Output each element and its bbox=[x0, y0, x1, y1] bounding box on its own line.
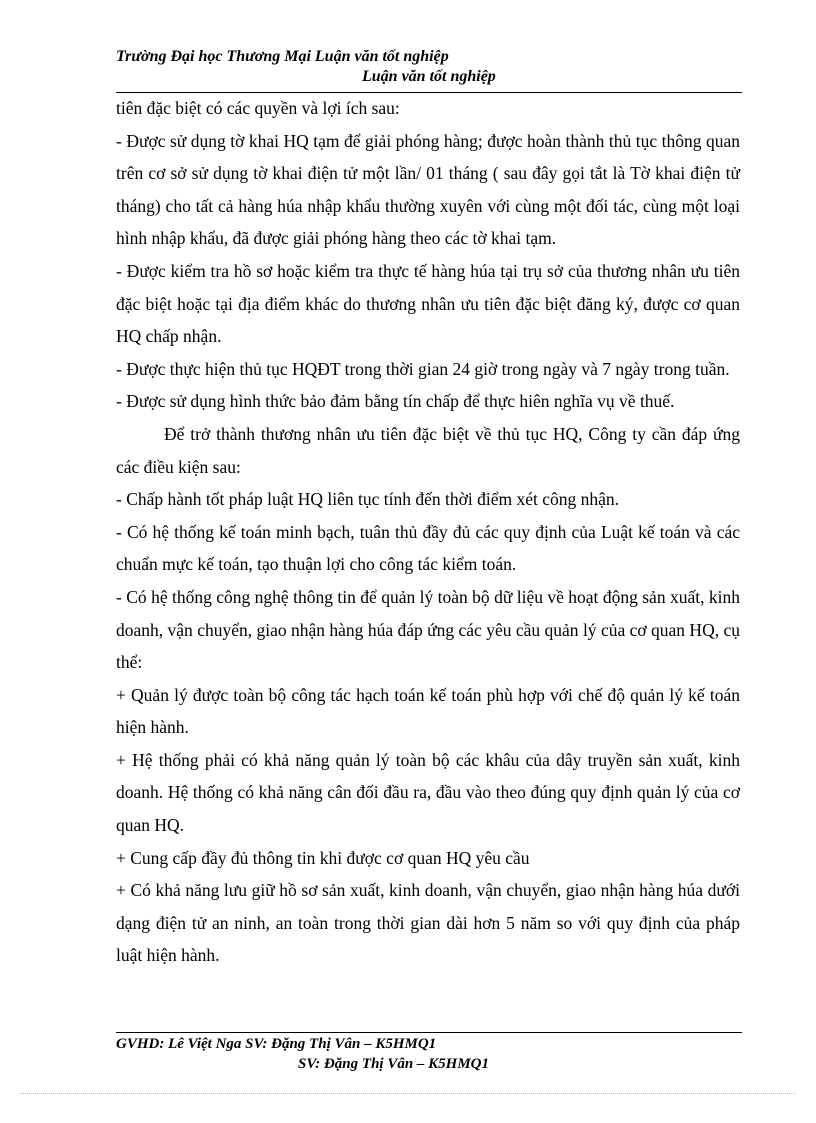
document-body bbox=[116, 92, 740, 972]
footer-advisor-student: GVHD: Lê Việt Nga SV: Đặng Thị Vân – K5HMQ1 bbox=[116, 1036, 437, 1052]
paragraph-sub-accounting: + Quản lý được toàn bộ công tác hạch toán kế toán phù hợp với chế độ quản lý kế toán hiện hành. bbox=[116, 684, 740, 738]
paragraph-intro: tiên đặc biệt có các quyền và lợi ích sau: bbox=[116, 98, 400, 118]
paragraph-condition-accounting: - Có hệ thống kế toán minh bạch, tuân thủ đầy đủ các quy định của Luật kế toán và các chuẩn mực kế toán, tạo thuận lợi cho công tác kiểm toán. bbox=[116, 521, 740, 575]
paragraph-right-inspection: - Được kiểm tra hồ sơ hoặc kiểm tra thực tế hàng húa tại trụ sở của thương nhân ưu tiên đặc biệt hoặc tại địa điểm khác do thương nhân ưu tiên đặc biệt đăng ký, được cơ quan HQ chấp nhận. bbox=[116, 260, 740, 347]
paragraph-sub-records: + Có khả năng lưu giữ hồ sơ sản xuất, kinh doanh, vận chuyển, giao nhận hàng húa dưới dạng điện tử an ninh, an toàn trong thời gian dài hơn 5 năm so với quy định của pháp luật hiện hành. bbox=[116, 880, 740, 966]
page-bottom-edge bbox=[20, 1093, 796, 1094]
paragraph-right-24h: - Được thực hiện thủ tục HQĐT trong thời gian 24 giờ trong ngày và 7 ngày trong tuần. bbox=[116, 358, 730, 379]
header-school-title: Trường Đại học Thương Mại Luận văn tốt nghiệp bbox=[116, 48, 449, 65]
paragraph-conditions-intro: Để trở thành thương nhân ưu tiên đặc biệt về thủ tục HQ, Công ty cần đáp ứng các điều kiện sau: bbox=[116, 423, 740, 477]
paragraph-sub-production: + Hệ thống phải có khả năng quản lý toàn bộ các khâu của dây truyền sản xuất, kinh doanh. Hệ thống có khả năng cân đối đầu ra, đầu vào theo đúng quy định quản lý của cơ quan HQ. bbox=[116, 749, 740, 836]
paragraph-condition-compliance: - Chấp hành tốt pháp luật HQ liên tục tính đến thời điểm xét công nhận. bbox=[116, 489, 620, 510]
paragraph-condition-it-system: - Có hệ thống công nghệ thông tin để quản lý toàn bộ dữ liệu về hoạt động sản xuất, kinh doanh, vận chuyển, giao nhận hàng húa đáp ứng các yêu cầu quản lý của cơ quan HQ, cụ thể: bbox=[116, 586, 740, 673]
footer-divider bbox=[116, 1032, 742, 1033]
header-thesis-label: Luận văn tốt nghiệp bbox=[362, 68, 496, 85]
paragraph-right-guarantee: - Được sử dụng hình thức bảo đảm bằng tín chấp để thực hiên nghĩa vụ về thuế. bbox=[116, 391, 675, 412]
paragraph-sub-information: + Cung cấp đầy đủ thông tin khi được cơ quan HQ yêu cầu bbox=[116, 847, 530, 868]
footer-student: SV: Đặng Thị Vân – K5HMQ1 bbox=[298, 1056, 490, 1072]
paragraph-right-temp-declaration: - Được sử dụng tờ khai HQ tạm để giải phóng hàng; được hoàn thành thủ tục thông quan trên cơ sở sử dụng tờ khai điện tử một lần/ 01 tháng ( sau đây gọi tắt là Tờ khai điện tử tháng) cho tất cả hàng húa nhập khẩu thường xuyên với cùng một đối tác, cùng một loại hình nhập khẩu, đã được giải phóng hàng theo các tờ khai tạm. bbox=[116, 130, 740, 249]
